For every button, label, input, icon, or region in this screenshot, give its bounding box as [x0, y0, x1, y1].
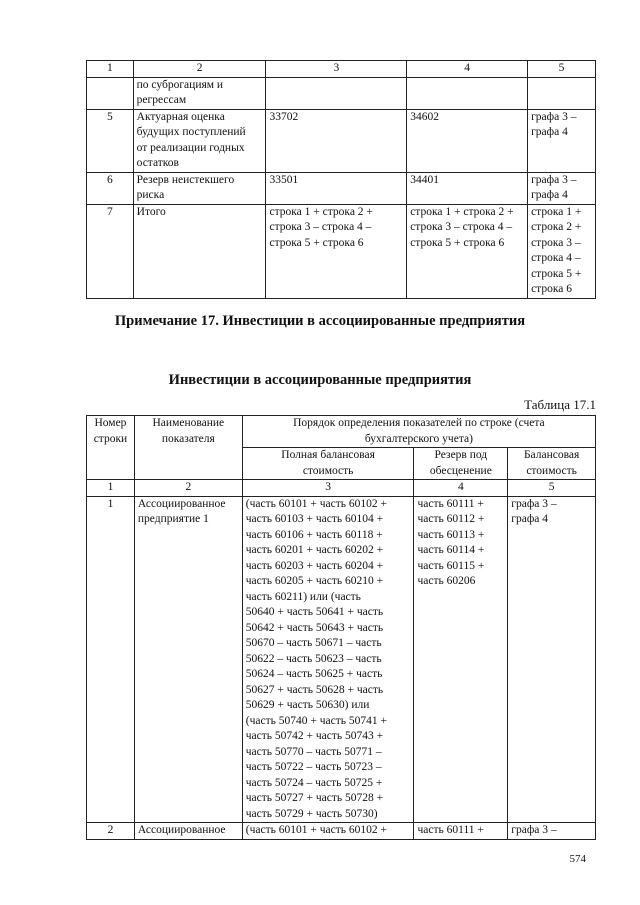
table-row — [87, 77, 596, 109]
cell-line: часть 60201 + часть 60202 + — [245, 544, 384, 556]
cell-line: графа 4 — [511, 513, 549, 525]
cell-col-5 — [528, 77, 596, 109]
table-body — [87, 77, 596, 298]
cell-line: (часть 50740 + часть 50741 + — [245, 714, 387, 727]
column-number: 4 — [414, 480, 508, 497]
cell-line: 33702 — [269, 110, 299, 123]
cell-col-4 — [414, 823, 508, 840]
cell-col-5 — [528, 109, 596, 172]
cell-col-3 — [242, 496, 414, 823]
indicator-name — [133, 204, 266, 298]
cell-line: (часть 60101 + часть 60102 + — [245, 497, 387, 510]
cell-line: риска — [136, 189, 165, 201]
cell-line: Балансовая — [523, 449, 580, 461]
cell-line: часть 60103 + часть 60104 + — [245, 513, 384, 525]
cell-line: часть 50742 + часть 50743 + — [245, 730, 384, 742]
table-row — [87, 496, 596, 823]
cell-col-5 — [528, 172, 596, 204]
cell-line: 50624 – часть 50625 + часть — [245, 668, 383, 680]
indicator-name — [134, 496, 242, 823]
cell-line: часть 60112 + — [417, 513, 485, 525]
cell-line: Ассоциированное — [137, 824, 226, 836]
cell-line: строки — [93, 432, 128, 445]
cell-col-4 — [414, 496, 508, 823]
cell-line: строка 3 – — [531, 236, 581, 249]
column-number: 5 — [508, 480, 596, 497]
indicator-name — [134, 823, 242, 840]
table-header-row — [87, 61, 596, 78]
cell-line: строка 5 + — [531, 267, 582, 280]
cell-line: Порядок определения показателей по строке (счета — [293, 417, 545, 429]
cell-line: строка 3 – строка 4 – — [269, 221, 372, 233]
header-cell: 3 — [266, 61, 407, 78]
cell-col-4 — [407, 172, 528, 204]
cell-line: Полная балансовая — [281, 449, 375, 461]
indicator-name — [133, 172, 266, 204]
cell-line: остатков — [136, 157, 179, 169]
cell-line: часть 60113 + — [417, 528, 485, 541]
note-heading: Примечание 17. Инвестиции в ассоциированные предприятия — [114, 313, 526, 329]
cell-line: стоимость — [526, 464, 577, 477]
cell-line: по суброгациям и — [136, 78, 224, 91]
cell-line: 34401 — [410, 173, 439, 186]
cell-col-4 — [407, 109, 528, 172]
cell-line: строка 1 + строка 2 + — [410, 205, 514, 218]
row-number: 6 — [87, 172, 134, 204]
cell-line: 50670 – часть 50671 – часть — [245, 637, 382, 649]
indicator-name — [133, 109, 266, 172]
header-cell: 5 — [528, 61, 596, 78]
cell-col-5 — [508, 496, 596, 823]
cell-line: 50640 + часть 50641 + часть — [245, 606, 384, 618]
cell-line: Наименование — [152, 417, 225, 429]
cell-line: строка 5 + строка 6 — [410, 236, 505, 249]
header-cell: 4 — [407, 61, 528, 78]
cell-line: часть 60206 — [417, 575, 476, 587]
cell-line: 33501 — [269, 173, 299, 186]
header-cell: 2 — [133, 61, 266, 78]
cell-line: от реализации годных — [136, 141, 245, 154]
cell-line: 50622 – часть 50623 – часть — [245, 652, 382, 665]
cell-line: часть 60111 + — [417, 824, 484, 836]
cell-line: часть 50729 + часть 50730) — [245, 807, 378, 820]
cell-col-5 — [508, 823, 596, 840]
cell-line: стоимость — [302, 464, 354, 477]
cell-line: часть 60106 + часть 60118 + — [245, 528, 383, 541]
cell-col-3 — [266, 204, 407, 298]
cell-col-3 — [266, 109, 407, 172]
cell-line: графа 4 — [531, 126, 568, 138]
cell-line: часть 60115 + — [417, 559, 485, 572]
row-number: 2 — [87, 823, 135, 840]
cell-line: часть 60211) или (часть — [245, 590, 361, 603]
cell-line: Актуарная оценка — [136, 110, 225, 123]
row-number: 7 — [87, 204, 134, 298]
cell-line: часть 50770 – часть 50771 – — [245, 745, 382, 758]
cell-col-3 — [242, 823, 414, 840]
cell-line: Ассоциированное — [137, 497, 226, 510]
cell-line: будущих поступлений — [136, 126, 246, 138]
cell-line: Номер — [94, 417, 127, 429]
cell-line: (часть 60101 + часть 60102 + — [245, 824, 387, 836]
cell-line: 50629 + часть 50630) или — [245, 699, 370, 711]
page-number: 574 — [569, 853, 586, 865]
table-row — [87, 823, 596, 840]
cell-col-5 — [528, 204, 596, 298]
cell-line: показателя — [161, 432, 215, 445]
cell-line: строка 4 – — [531, 252, 581, 264]
cell-line: часть 50727 + часть 50728 + — [245, 792, 384, 804]
cell-line: графа 3 – — [531, 173, 577, 186]
header-cell: 1 — [87, 61, 134, 78]
investments-table — [86, 415, 596, 840]
column-number: 3 — [242, 480, 414, 497]
cell-line: 34602 — [410, 110, 439, 123]
cell-col-3 — [266, 172, 407, 204]
cell-col-3 — [266, 77, 407, 109]
row-number: 5 — [87, 109, 134, 172]
cell-line: строка 1 + строка 2 + — [269, 205, 373, 218]
table-row — [87, 204, 596, 298]
cell-line: графа 3 – — [511, 497, 557, 510]
cell-line: часть 60205 + часть 60210 + — [245, 575, 384, 587]
cell-line: часть 60111 + — [417, 497, 484, 510]
table-number: Таблица 17.1 — [524, 397, 596, 412]
table-body — [87, 496, 596, 839]
column-number: 1 — [87, 480, 135, 497]
cell-line: Итого — [136, 205, 166, 218]
cell-line: графа 3 – — [531, 110, 577, 123]
cell-line: обесценение — [429, 464, 492, 477]
indicator-name — [133, 77, 266, 109]
header-indicator-name — [134, 416, 242, 480]
cell-line: часть 60114 + — [417, 544, 485, 556]
cell-line: часть 60203 + часть 60204 + — [245, 559, 384, 572]
cell-line: предприятие 1 — [137, 513, 209, 525]
cell-line: строка 6 — [531, 283, 572, 295]
row-number — [87, 77, 134, 109]
cell-line: бухгалтерского учета) — [364, 432, 473, 445]
cell-line: часть 50724 – часть 50725 + — [245, 776, 383, 789]
header-carrying-value — [508, 448, 596, 480]
cell-line: 50642 + часть 50643 + часть — [245, 621, 384, 634]
header-method-group — [242, 416, 595, 448]
table-title: Инвестиции в ассоциированные предприятия — [168, 372, 472, 388]
cell-line: регрессам — [136, 94, 187, 106]
cell-col-4 — [407, 204, 528, 298]
cell-line: строка 1 + — [531, 205, 582, 218]
column-numbers-row — [87, 480, 596, 497]
cell-line: Резерв неистекшего — [136, 173, 235, 186]
cell-line: графа 4 — [531, 189, 568, 201]
cell-line: часть 50722 – часть 50723 – — [245, 761, 382, 773]
header-impairment-reserve — [414, 448, 508, 480]
header-row-number — [87, 416, 135, 480]
table-row — [87, 109, 596, 172]
column-number: 2 — [134, 480, 242, 497]
table-row — [87, 172, 596, 204]
table-header-row — [87, 416, 596, 448]
cell-line: строка 2 + — [531, 221, 582, 233]
row-number: 1 — [87, 496, 135, 823]
cell-line: 50627 + часть 50628 + часть — [245, 683, 384, 696]
cell-line: строка 5 + строка 6 — [269, 236, 364, 249]
continuation-table — [86, 60, 596, 299]
cell-line: Резерв под — [434, 449, 488, 461]
cell-line: графа 3 – — [511, 824, 557, 836]
cell-line: строка 3 – строка 4 – — [410, 221, 513, 233]
header-gross-value — [242, 448, 414, 480]
cell-col-4 — [407, 77, 528, 109]
